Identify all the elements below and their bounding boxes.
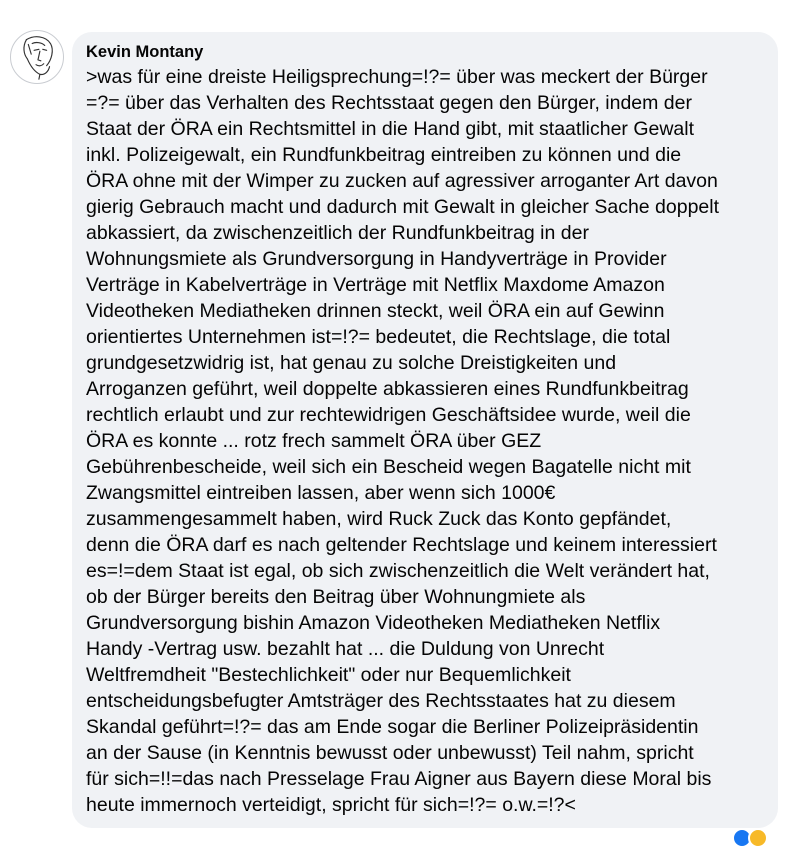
reaction-summary[interactable] bbox=[732, 828, 780, 848]
comment-author[interactable]: Kevin Montany bbox=[86, 43, 204, 61]
comment-bubble bbox=[72, 32, 778, 828]
avatar[interactable] bbox=[10, 30, 64, 84]
comment-text: >was für eine dreiste Heiligsprechung=!?= über was meckert der Bürger =?= über das Verhalten des Rechtsstaat gegen den Bürger, indem der Staat der ÖRA ein Rechtsmittel in die Hand gibt, mit staatlicher Gewalt inkl. Polizeigewalt, ein Rundfunkbeitrag eintreiben zu können und die ÖRA ohne mit der Wimper zu zucken auf agressiver arroganter Art davon gierig Gebrauch macht und dadurch mit Gewalt in gleicher Sache doppelt abkassiert, da zwischenzeitlich der Rundfunkbeitrag in der Wohnungsmiete als Grundversorgung in Handyverträge in Provider Verträge in Kabelverträge in Verträge mit Netflix Maxdome Amazon Videotheken Mediatheken drinnen steckt, weil ÖRA ein auf Gewinn orientiertes Unternehmen ist=!?= bedeutet, die Rechtslage, die total grundgesetzwidrig ist, hat genau zu solche Dreistigkeiten und Arroganzen geführt, weil doppelte abkassieren eines Rundfunkbeitrag rechtlich erlaubt und zur rechtewidrigen Geschäftsidee wurde, weil die ÖRA es konnte ... rotz frech sammelt ÖRA über GEZ Gebührenbescheide, weil sich ein Bescheid wegen Bagatelle nicht mit Zwangsmittel eintreiben lassen, aber wenn sich 1000€ zusammengesammelt haben, wird Ruck Zuck das Konto gepfändet, denn die ÖRA darf es nach geltender Rechtslage und keinem interessiert es=!=dem Staat ist egal, ob sich zwischenzeitlich die Welt verändert hat, ob der Bürger bereits den Beitrag über Wohnungmiete als Grundversorgung bishin Amazon Videotheken Mediatheken Netflix Handy -Vertrag usw. bezahlt hat ... die Duldung von Unrecht Weltfremdheit "Bestechlichkeit" oder nur Bequemlichkeit entscheidungsbefugter Amtsträger des Rechtsstaates hat zu diesem Skandal geführt=!?= das am Ende sogar die Berliner Polizeipräsidentin an der Sause (in Kenntnis bewusst oder unbewusst) Teil nahm, spricht für sich=!!=das nach Presselage Frau Aigner aus Bayern diese Moral bis heute immernoch verteidigt, spricht für sich=!?= o.w.=!?< bbox=[86, 66, 720, 816]
haha-reaction-icon bbox=[748, 828, 768, 848]
sketch-face-icon bbox=[11, 31, 63, 83]
